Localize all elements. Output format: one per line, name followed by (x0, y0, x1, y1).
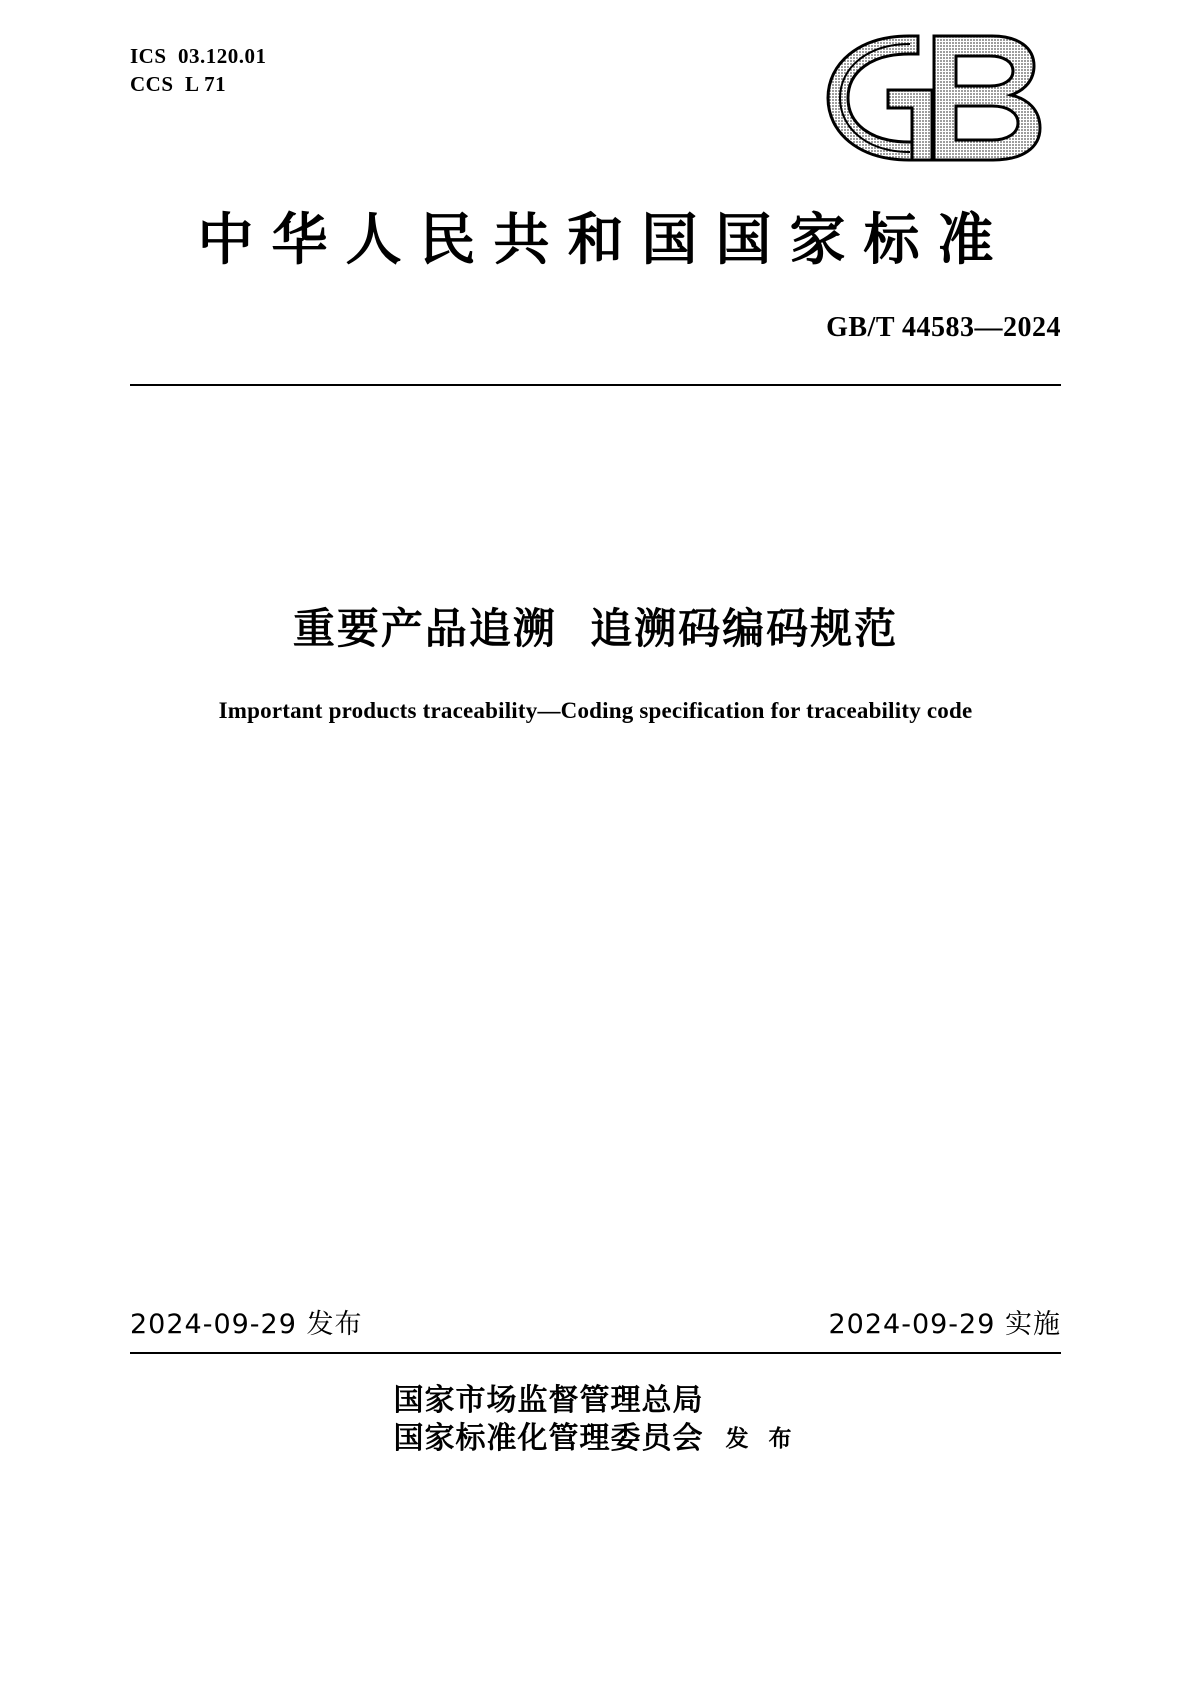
footer-divider (130, 1352, 1061, 1354)
national-standard-title: 中华人民共和国国家标准 (197, 207, 1012, 273)
document-title-cn: 重要产品追溯 追溯码编码规范 (292, 604, 899, 653)
document-title-en: Important products traceability—Coding specification for traceability code (218, 698, 973, 723)
dates-row (130, 1302, 1061, 1341)
ccs-code: CCS L 71 (130, 72, 227, 97)
issuer-block (0, 1382, 1191, 1459)
header-divider (130, 384, 1061, 386)
implementation-date: 2024-09-29 实施 (828, 1309, 1061, 1340)
issuer-line-1: 国家市场监督管理总局 (393, 1383, 704, 1418)
standard-number: GB/T 44583—2024 (826, 312, 1061, 343)
issuer-line-2: 国家标准化管理委员会 (393, 1421, 704, 1457)
classification-codes (130, 42, 267, 99)
issuer-action: 发 布 (725, 1424, 798, 1452)
issuer-names (393, 1382, 703, 1459)
ics-code: ICS 03.120.01 (130, 44, 267, 68)
issue-date: 2024-09-29 发布 (130, 1309, 363, 1340)
gb-emblem-icon (814, 30, 1059, 165)
